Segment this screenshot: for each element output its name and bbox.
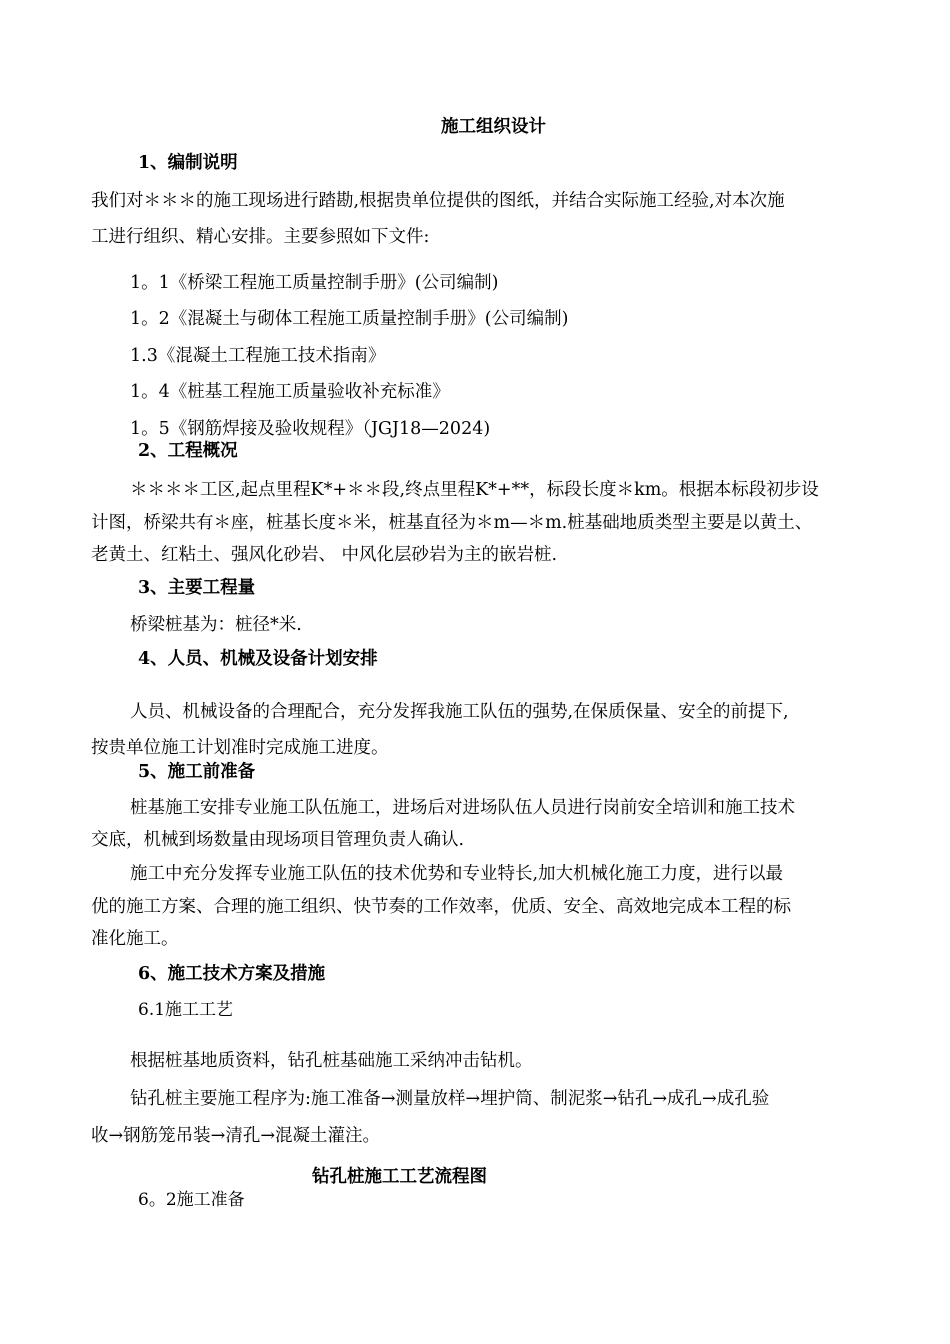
section-6-line-3: 收→钢筋笼吊装→清孔→混凝土灌注。 — [91, 1126, 380, 1146]
section-5-heading: 5、施工前准备 — [138, 762, 256, 782]
section-2-line-2: 计图，桥梁共有＊座，桩基长度＊米，桩基直径为＊m—＊m.桩基础地质类型主要是以黄土、 — [91, 513, 813, 533]
flowchart-title: 钻孔桩施工工艺流程图 — [312, 1167, 487, 1187]
section-5-paragraph-2-line-1: 施工中充分发挥专业施工队伍的技术优势和专业特长,加大机械化施工力度，进行以最 — [130, 864, 784, 884]
section-5-paragraph-1-line-1: 桩基施工安排专业施工队伍施工，进场后对进场队伍人员进行岗前安全培训和施工技术 — [130, 798, 795, 818]
section-6-line-1: 根据桩基地质资料，钻孔桩基础施工采纳冲击钻机。 — [130, 1051, 533, 1071]
reference-item: 1。1《桥梁工程施工质量控制手册》(公司编制) — [130, 273, 499, 293]
section-5-paragraph-2-line-3: 准化施工。 — [91, 929, 179, 949]
section-4-line-2: 按贵单位施工计划准时完成施工进度。 — [91, 738, 389, 758]
subsection-6-1-heading: 6.1施工工艺 — [138, 1000, 234, 1020]
section-6-line-2: 钻孔桩主要施工程序为:施工准备→测量放样→埋护筒、制泥浆→钻孔→成孔→成孔验 — [130, 1089, 770, 1109]
section-1-paragraph-line-2: 工进行组织、精心安排。主要参照如下文件: — [91, 227, 430, 247]
reference-item: 1。2《混凝土与砌体工程施工质量控制手册》(公司编制) — [130, 309, 569, 329]
section-3-line-1: 桥梁桩基为：桩径*米. — [130, 615, 302, 635]
section-6-heading: 6、施工技术方案及措施 — [138, 964, 326, 984]
reference-item: 1。4《桩基工程施工质量验收补充标准》 — [130, 382, 450, 402]
section-5-paragraph-1-line-2: 交底，机械到场数量由现场项目管理负责人确认. — [91, 830, 465, 850]
section-2-heading: 2、工程概况 — [138, 441, 238, 461]
section-3-heading: 3、主要工程量 — [138, 578, 256, 598]
section-2-line-1: ＊＊＊＊工区,起点里程K*+＊＊段,终点里程K*+**，标段长度＊km。根据本标段初步设 — [130, 480, 819, 500]
section-2-line-3: 老黄土、红粘土、强风化砂岩、 中风化层砂岩为主的嵌岩桩. — [91, 545, 558, 565]
section-5-paragraph-2-line-2: 优的施工方案、合理的施工组织、快节奏的工作效率，优质、安全、高效地完成本工程的标 — [91, 897, 791, 917]
reference-item: 1。5《钢筋焊接及验收规程》（JGJ18—2024) — [130, 419, 491, 439]
section-4-line-1: 人员、机械设备的合理配合，充分发挥我施工队伍的强势,在保质保量、安全的前提下, — [130, 702, 789, 722]
subsection-6-2-heading: 6。2施工准备 — [138, 1190, 245, 1210]
section-1-paragraph-line-1: 我们对＊＊＊的施工现场进行踏勘,根据贵单位提供的图纸，并结合实际施工经验,对本次施 — [91, 191, 785, 211]
page-title: 施工组织设计 — [441, 117, 546, 137]
section-4-heading: 4、人员、机械及设备计划安排 — [138, 649, 378, 669]
reference-item: 1.3《混凝土工程施工技术指南》 — [130, 346, 386, 366]
section-1-heading: 1、编制说明 — [138, 153, 238, 173]
